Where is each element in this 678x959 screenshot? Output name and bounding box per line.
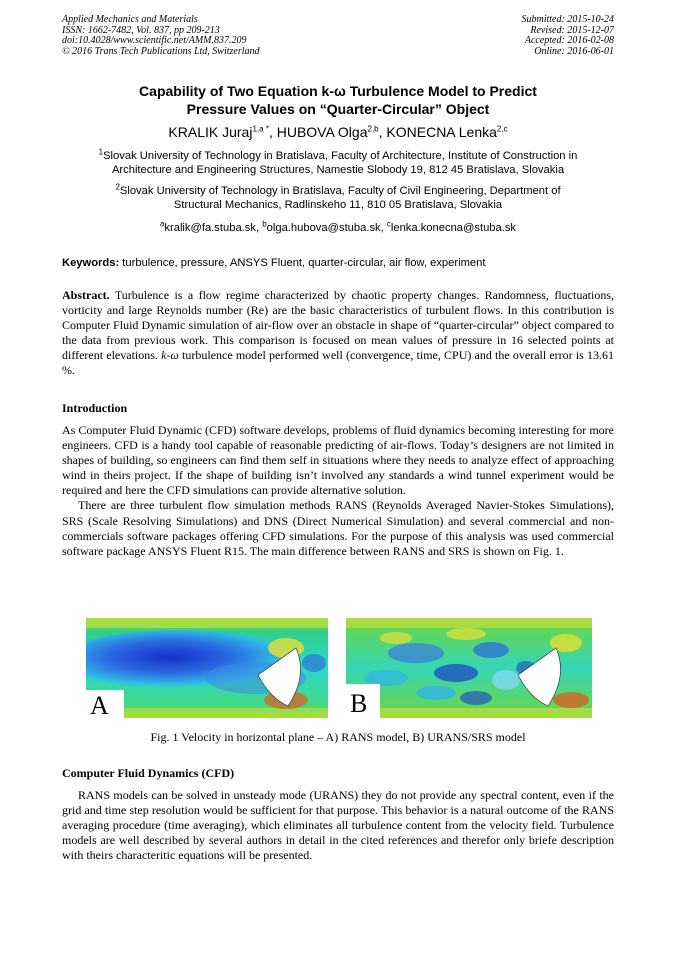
author-affiliation-mark: 2,c — [496, 124, 508, 134]
journal-name: Applied Mechanics and Materials — [62, 14, 198, 25]
section-heading-cfd: Computer Fluid Dynamics (CFD) — [62, 766, 235, 780]
introduction-body — [62, 423, 614, 559]
author-name: KONECNA Lenka — [386, 124, 497, 140]
abstract-text: Turbulence is a flow regime characterized by chaotic property changes. Randomness, fluctuations, vorticity and large Reynolds number (Re) are the basic characteristics of turbulent flows. In this contribution is Computer Fluid Dynamic simulation of air-flow over an obstacle in shape of “quarter-circular” object compared to the data from previous work. This comparison is focused on mean values of pressure in 16 selected points at different elevations. — [62, 288, 614, 363]
figure-srs-velocity — [346, 618, 592, 718]
abstract-model-name: k-ω — [161, 348, 179, 363]
paper-title-line-1: Capability of Two Equation k-ω Turbulence Model to Predict — [139, 83, 537, 99]
abstract — [62, 288, 614, 379]
author-name: KRALIK Juraj — [168, 124, 253, 140]
email-mark: c — [386, 219, 391, 229]
journal-issn: ISSN: 1662-7482, Vol. 837, pp 209-213 — [62, 24, 220, 36]
affiliation-line: Slovak University of Technology in Bratislava, Faculty of Architecture, Institute of Construction in — [103, 150, 578, 162]
journal-doi: doi:10.4028/www.scientific.net/AMM.837.209 — [62, 35, 247, 46]
affiliation-2 — [62, 184, 614, 212]
author-separator: , — [268, 124, 277, 140]
email-link[interactable]: olga.hubova@stuba.sk — [266, 222, 381, 234]
affiliation-line: Structural Mechanics, Radlinskeho 11, 810 05 Bratislava, Slovakia — [173, 199, 503, 211]
date-accepted: Accepted: 2016-02-08 — [524, 35, 614, 46]
email-mark: b — [262, 219, 267, 229]
introduction-paragraph-2: There are three turbulent flow simulation methods RANS (Reynolds Averaged Navier-Stokes Simulations), SRS (Scale Resolving Simulations) and DNS (Direct Numerical Simulation) and several commercial and non-commercials software packages offering CFD simulations. For the purpose of this analysis was used commercial software package ANSYS Fluent R15. The main difference between RANS and SRS is shown on Fig. 1. — [62, 498, 614, 558]
keywords-label: Keywords: — [62, 257, 120, 269]
affiliation-line: Architecture and Engineering Structures, Namestie Slobody 19, 812 45 Bratislava, Slovakia — [111, 164, 565, 176]
cfd-body — [62, 788, 614, 863]
abstract-label: Abstract. — [62, 288, 110, 302]
author-emails — [62, 221, 614, 235]
author-affiliation-mark: 1,a * — [252, 124, 269, 134]
date-submitted: Submitted: 2015-10-24 — [521, 14, 614, 25]
author-list — [62, 123, 614, 141]
author-name: HUBOVA Olga — [276, 124, 368, 140]
affiliation-1 — [62, 149, 614, 177]
email-separator: , — [255, 222, 263, 234]
paper-title — [62, 82, 614, 118]
cfd-paragraph-1: RANS models can be solved in unsteady mode (URANS) they do not provide any spectral content, even if the grid and time step resolution would be sufficient for that purpose. This behavior is a natural outcome of the RANS averaging procedure (time averaging), which eliminates all turbulence content from the velocity field. Turbulence models are well described by several authors in detail in the cited references and therefor only briefe description with theirs characteritic equations will be presented. — [62, 788, 614, 863]
keywords-text: turbulence, pressure, ANSYS Fluent, quarter-circular, air flow, experiment — [119, 257, 486, 269]
date-revised: Revised: 2015-12-07 — [530, 24, 614, 36]
section-heading-introduction: Introduction — [62, 401, 128, 415]
paper-title-line-2: Pressure Values on “Quarter-Circular” Object — [186, 101, 490, 117]
affiliation-number: 2 — [115, 182, 120, 192]
date-online: Online: 2016-06-01 — [534, 45, 614, 57]
email-link[interactable]: lenka.konecna@stuba.sk — [390, 222, 517, 234]
journal-header-left — [62, 15, 260, 57]
figure-label-a: A — [90, 691, 109, 718]
keywords — [62, 256, 614, 270]
figure-label-b: B — [350, 689, 368, 718]
figure-rans-velocity — [86, 618, 328, 718]
figure-caption: Fig. 1 Velocity in horizontal plane – A) RANS model, B) URANS/SRS model — [150, 730, 526, 744]
author-affiliation-mark: 2,b — [367, 124, 379, 134]
introduction-paragraph-1: As Computer Fluid Dynamic (CFD) software develops, problems of fluid dynamics becoming interesting for more engineers. CFD is a handy tool capable of reasonable predicting of air-flows. Today’s designers are not limited in shapes of building, so engineers can find them self in situations where they needs to analyze effect of approaching wind in theirs project. If the shape of building isn’t involved any standards a wind tunnel experiment would be required and here the CFD simulations can provide alternative solution. — [62, 423, 614, 498]
abstract-text-end: turbulence model performed well (convergence, time, CPU) and the overall error is 13.61 %. — [62, 348, 614, 378]
journal-copyright: © 2016 Trans Tech Publications Ltd, Switzerland — [62, 45, 260, 57]
email-separator: , — [380, 222, 387, 234]
affiliation-number: 1 — [98, 147, 104, 157]
author-separator: , — [378, 124, 387, 140]
email-link[interactable]: kralik@fa.stuba.sk — [164, 222, 256, 234]
journal-header-right — [522, 15, 615, 57]
affiliation-line: Slovak University of Technology in Bratislava, Faculty of Civil Engineering, Department of — [119, 185, 561, 197]
email-mark: a — [159, 219, 165, 229]
